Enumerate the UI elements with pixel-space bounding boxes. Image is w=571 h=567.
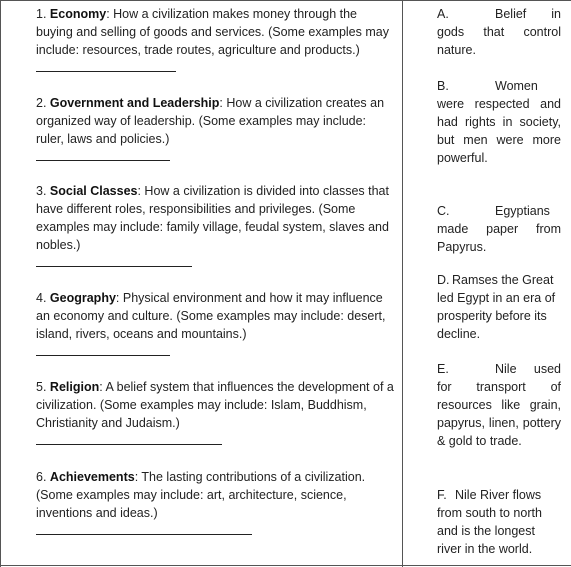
term-label: Economy — [49, 7, 107, 21]
item-number: 2. — [36, 96, 47, 110]
term-definition: : Physical environment and how it may influence an economy and culture. (Some examples may include: desert, island, rivers, oceans and mountains.) — [36, 291, 386, 341]
answer-blank[interactable] — [36, 343, 170, 356]
answer-blank[interactable] — [36, 432, 222, 445]
item-number: 3. — [36, 184, 47, 198]
choice-letter: B. — [437, 79, 449, 93]
choice-a — [437, 5, 561, 59]
choice-text: Egyptians made paper from Papyrus. — [437, 204, 561, 254]
term-definition: : How a civilization makes money through the buying and selling of goods and services. (Some examples may include: resources, trade routes, agriculture and products.) — [36, 7, 389, 57]
choice-d — [437, 271, 561, 343]
choice-letter: C. — [437, 204, 450, 218]
term-item-religion — [36, 378, 396, 450]
term-label: Government and Leadership — [49, 96, 220, 110]
term-item-achievements — [36, 468, 396, 540]
item-number: 4. — [36, 291, 47, 305]
choice-text: Belief in gods that control nature. — [437, 7, 561, 57]
bottom-border — [0, 565, 571, 566]
column-divider — [402, 0, 403, 567]
choice-letter: A. — [437, 7, 449, 21]
choice-letter: D. — [437, 273, 450, 287]
choice-b — [437, 77, 561, 167]
choice-c — [437, 202, 561, 256]
term-label: Religion — [49, 380, 100, 394]
answer-blank[interactable] — [36, 59, 176, 72]
top-border — [0, 0, 571, 1]
choice-text: Nile River flows from south to north and is the longest river in the world. — [437, 488, 542, 556]
answer-blank[interactable] — [36, 254, 192, 267]
answer-blank[interactable] — [36, 522, 252, 535]
term-definition: : A belief system that influences the development of a civilization. (Some examples may include: Islam, Buddhism, Christianity and Judaism.) — [36, 380, 394, 430]
item-number: 5. — [36, 380, 47, 394]
term-definition: : The lasting contributions of a civilization. (Some examples may include: art, architecture, science, inventions and ideas.) — [36, 470, 366, 520]
term-definition: : How a civilization is divided into classes that have different roles, responsibilities and privileges. (Some examples may include: family village, feudal system, slaves and nobles.) — [36, 184, 389, 252]
item-number: 6. — [36, 470, 47, 484]
answer-blank[interactable] — [36, 148, 170, 161]
term-item-social-classes — [36, 182, 396, 272]
choice-text: Nile used for transport of resources like grain, papyrus, linen, pottery & gold to trade. — [437, 362, 561, 448]
left-border — [0, 0, 1, 567]
choice-letter: F. — [437, 488, 447, 502]
term-label: Geography — [49, 291, 116, 305]
term-label: Social Classes — [49, 184, 138, 198]
choice-e — [437, 360, 561, 450]
term-item-economy — [36, 5, 396, 77]
choice-text: Ramses the Great led Egypt in an era of prosperity before its decline. — [437, 273, 556, 341]
item-number: 1. — [36, 7, 47, 21]
term-label: Achievements — [49, 470, 135, 484]
choice-f — [437, 486, 561, 558]
term-item-government — [36, 94, 396, 166]
choice-letter: E. — [437, 362, 449, 376]
term-item-geography — [36, 289, 396, 361]
choice-text: Women were respected and had rights in society, but men were more powerful. — [437, 79, 561, 165]
term-definition: : How a civilization creates an organized way of leadership. (Some examples may include: ruler, laws and policies.) — [36, 96, 385, 146]
